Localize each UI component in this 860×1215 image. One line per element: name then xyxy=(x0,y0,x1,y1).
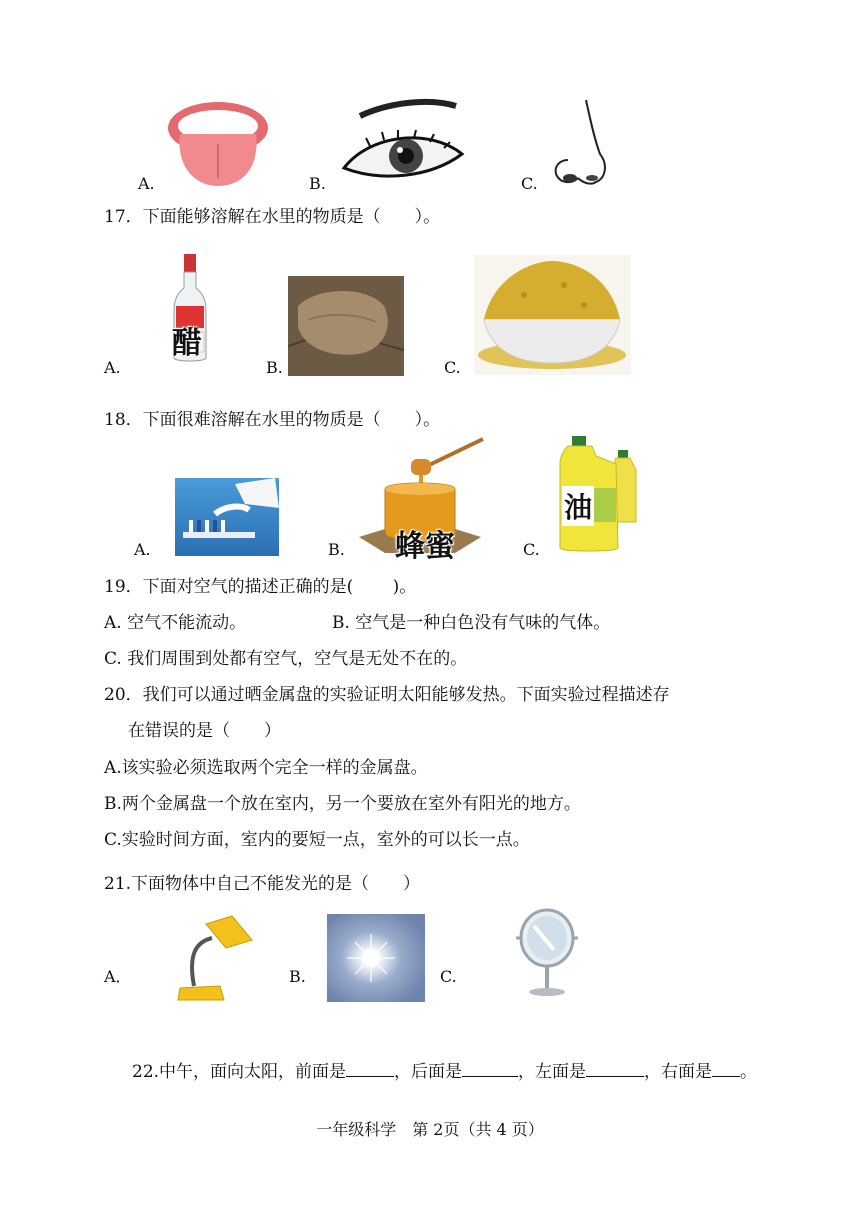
vinegar-label: 醋 xyxy=(172,326,202,361)
eye-icon[interactable] xyxy=(340,94,466,186)
q22-part3: ，左面是 xyxy=(518,1062,587,1082)
question-20-text-line1: 20．我们可以通过晒金属盘的实验证明太阳能够发热。下面实验过程描述存 xyxy=(104,685,670,705)
q20-option-b: B.两个金属盘一个放在室内，另一个要放在室外有阳光的地方。 xyxy=(104,794,581,814)
nose-icon[interactable] xyxy=(550,98,612,190)
vinegar-bottle-icon[interactable] xyxy=(170,254,210,364)
q16-option-c-letter: C. xyxy=(521,174,538,193)
q17-option-a-letter: A. xyxy=(104,358,121,377)
q22-blank-front[interactable] xyxy=(346,1058,394,1077)
q22-blank-left[interactable] xyxy=(586,1058,644,1077)
sun-sky-icon[interactable] xyxy=(327,914,425,1002)
oil-bottle-icon[interactable] xyxy=(558,436,638,554)
question-18-text: 18．下面很难溶解在水里的物质是（ ）。 xyxy=(104,410,441,430)
oil-label: 油 xyxy=(562,486,594,526)
q16-options xyxy=(0,0,860,200)
question-22 xyxy=(132,1058,757,1083)
q18-option-a-letter: A. xyxy=(134,540,151,559)
q20-option-a: A.该实验必须选取两个完全一样的金属盘。 xyxy=(104,758,428,778)
q22-blank-right[interactable] xyxy=(712,1058,740,1077)
q18-option-b-letter: B. xyxy=(328,540,345,559)
q19-option-a: A. 空气不能流动。 xyxy=(104,613,247,633)
millet-bowl-icon[interactable] xyxy=(474,255,631,375)
tongue-icon[interactable] xyxy=(166,98,270,188)
q21-option-a-letter: A． xyxy=(104,967,132,986)
question-21-text: 21.下面物体中自己不能发光的是（ ） xyxy=(104,874,421,894)
q19-option-b: B. 空气是一种白色没有气味的气体。 xyxy=(332,613,611,633)
q20-option-c: C.实验时间方面，室内的要短一点，室外的可以长一点。 xyxy=(104,830,530,850)
q22-part1: 22.中午，面向太阳，前面是 xyxy=(132,1062,347,1082)
mirror-icon[interactable] xyxy=(514,906,580,998)
q22-part5: 。 xyxy=(740,1062,758,1082)
question-20-text-line2: 在错误的是（ ） xyxy=(128,721,281,741)
q16-option-a-letter: A. xyxy=(138,174,155,193)
q22-part2: ，后面是 xyxy=(394,1062,463,1082)
question-19-text: 19．下面对空气的描述正确的是( )。 xyxy=(104,577,417,597)
q21-option-b-letter: B. xyxy=(289,967,306,986)
question-17-text: 17．下面能够溶解在水里的物质是（ ）。 xyxy=(104,207,441,227)
honey-jar-icon[interactable] xyxy=(355,437,485,564)
desk-lamp-icon[interactable] xyxy=(176,914,254,1002)
q21-option-c-letter: C. xyxy=(440,967,457,986)
q22-blank-back[interactable] xyxy=(462,1058,518,1077)
page-footer: 一年级科学 第 2页（共 4 页） xyxy=(316,1120,544,1139)
q16-option-b-letter: B. xyxy=(309,174,326,193)
q17-option-b-letter: B. xyxy=(266,358,283,377)
toothpaste-icon[interactable] xyxy=(175,478,279,556)
soil-clod-icon[interactable] xyxy=(288,276,404,376)
q17-option-c-letter: C. xyxy=(444,358,461,377)
q19-option-c: C. 我们周围到处都有空气，空气是无处不在的。 xyxy=(104,649,468,669)
q22-part4: ，右面是 xyxy=(644,1062,713,1082)
q18-option-c-letter: C. xyxy=(523,540,540,559)
honey-label: 蜂蜜 xyxy=(395,529,455,564)
